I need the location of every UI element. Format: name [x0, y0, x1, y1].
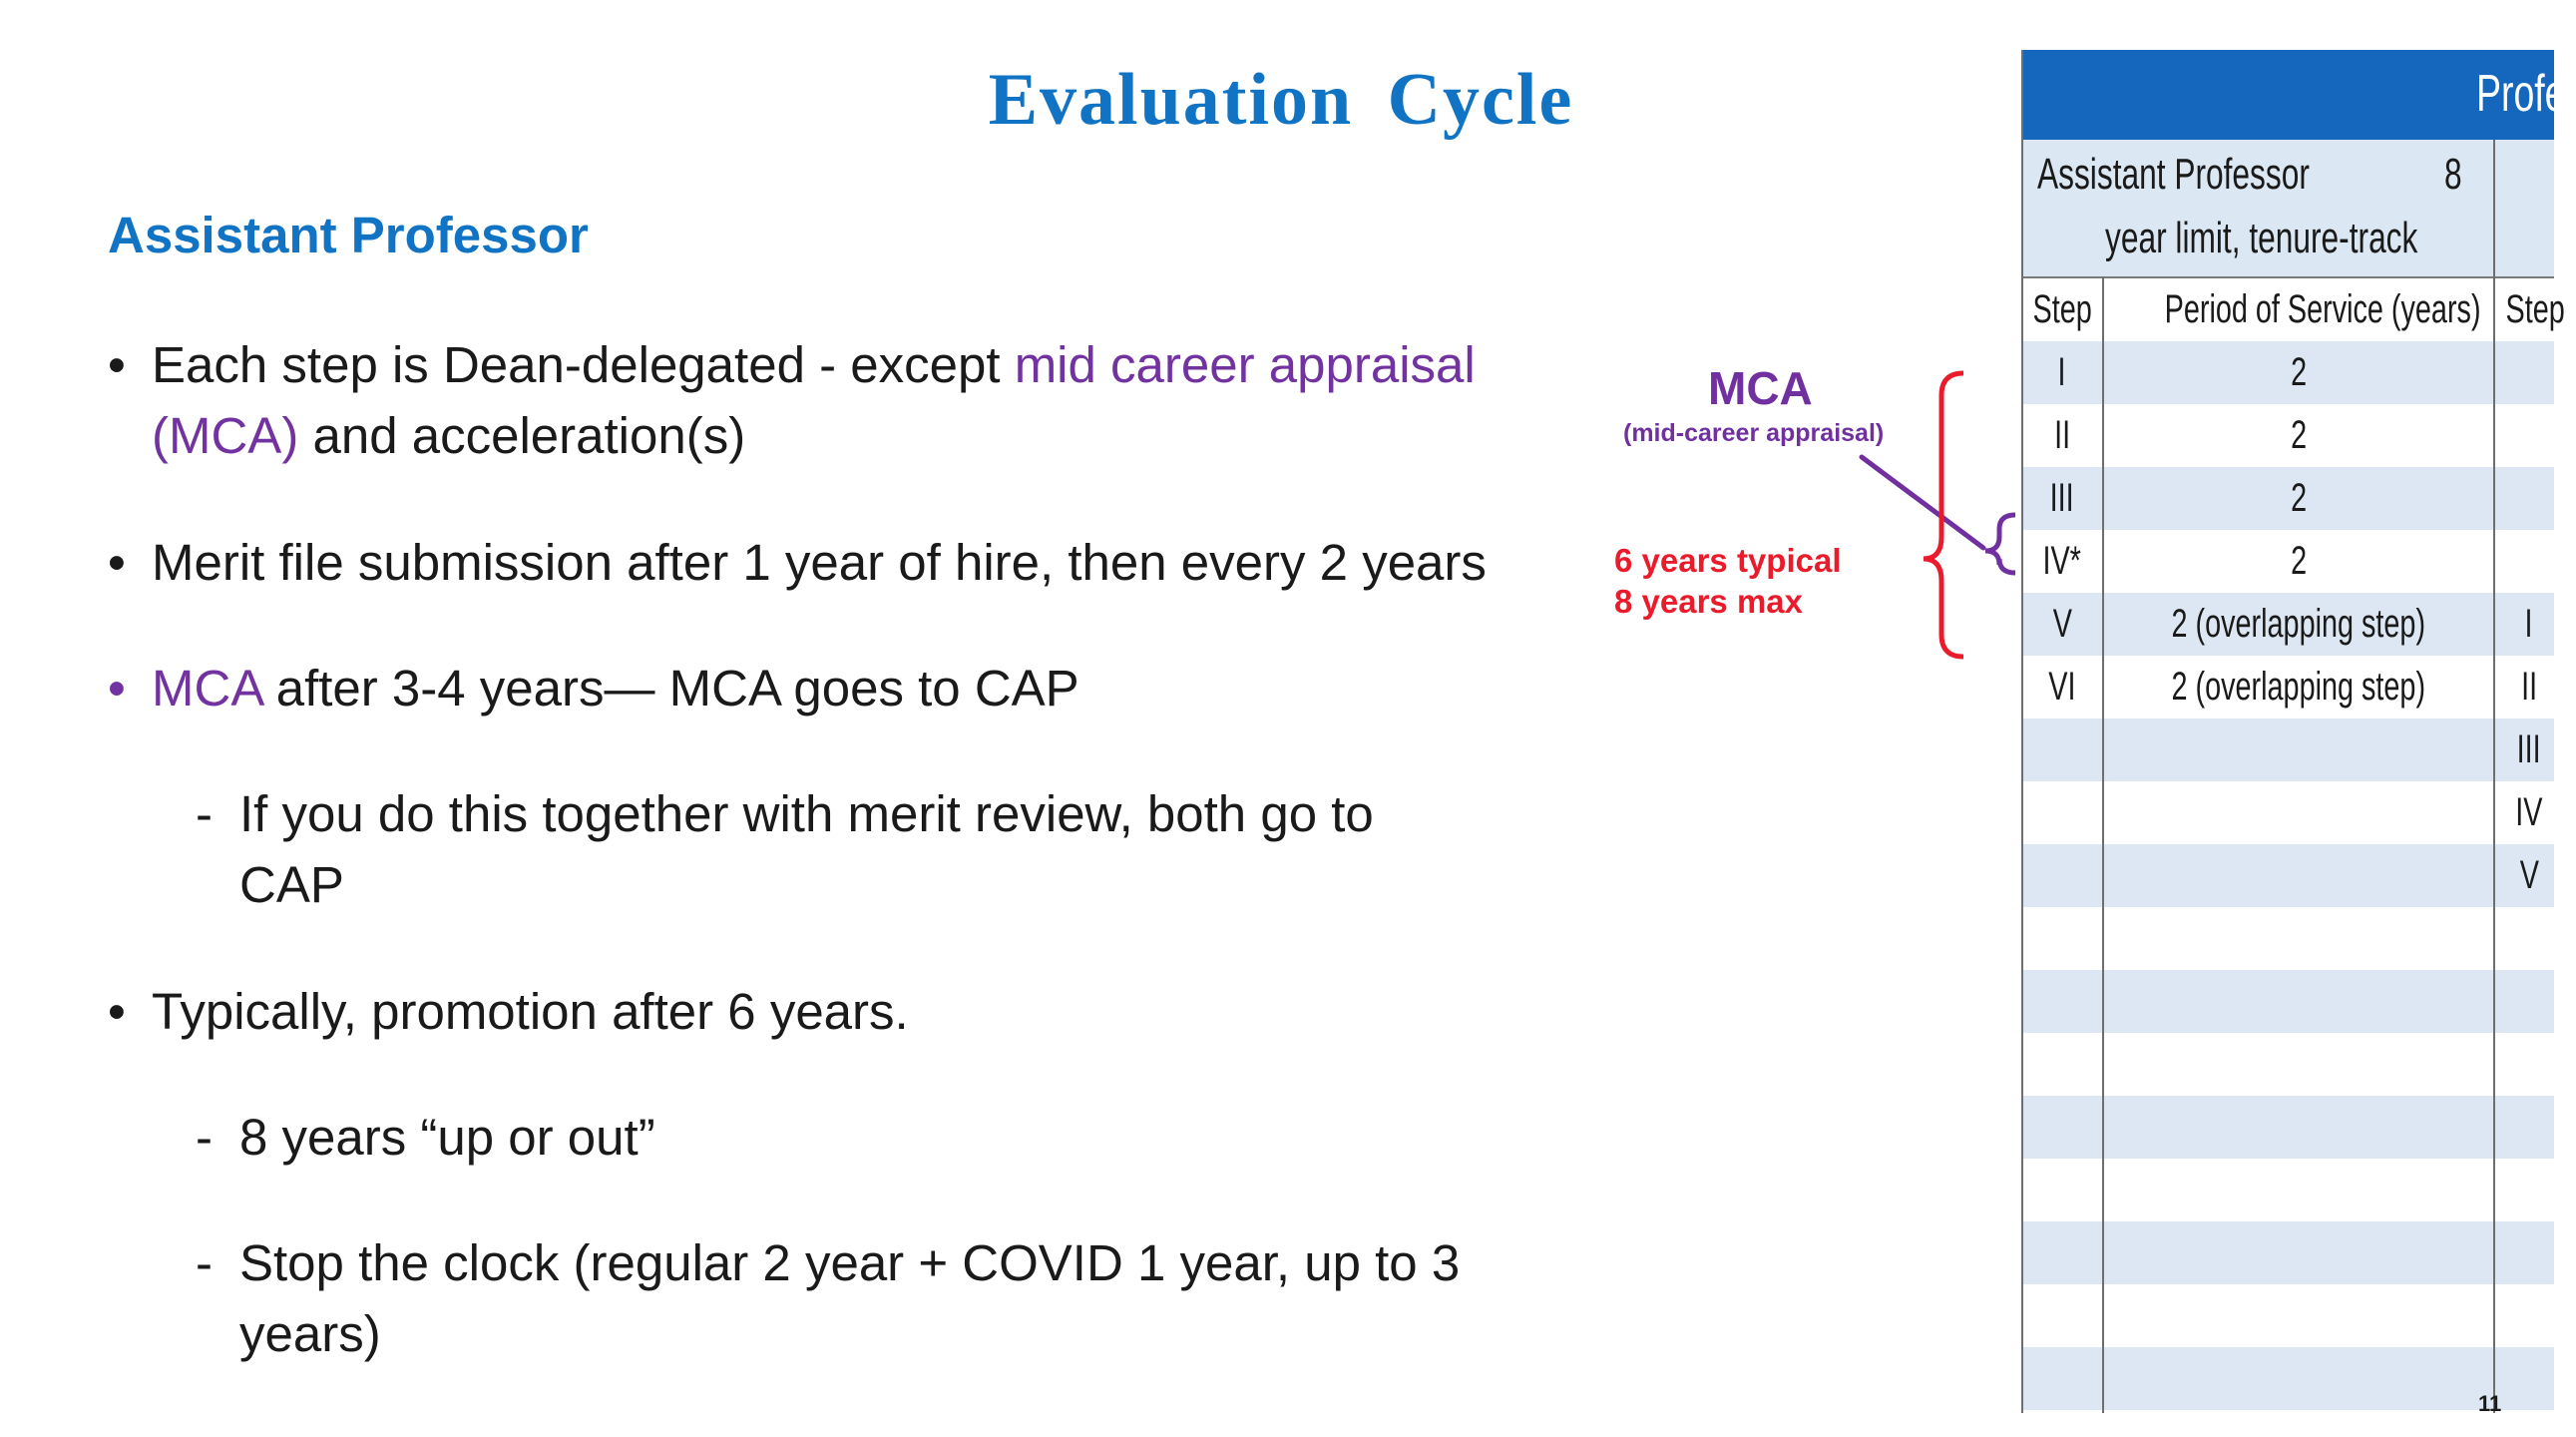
- red-bracket-icon: [1924, 373, 1963, 657]
- table-cell: [2103, 1221, 2494, 1284]
- table-cell: [2494, 467, 2564, 530]
- table-year-limit-number: 8: [2444, 150, 2462, 199]
- table-cell: [2494, 1159, 2564, 1221]
- table-cell: [2494, 970, 2564, 1033]
- table-cell: [2021, 1284, 2103, 1347]
- table-cell: [2103, 970, 2494, 1033]
- max-years-note: 8 years max: [1614, 583, 1803, 620]
- table-col-divider: [2493, 140, 2495, 1413]
- table-rank-description: year limit, tenure-track: [2105, 214, 2418, 262]
- table-cell: [2021, 844, 2103, 907]
- table-left-border: [2021, 50, 2023, 1413]
- table-cell: II: [2520, 665, 2537, 709]
- table-cell: I: [2524, 602, 2534, 646]
- table-cell: [2103, 907, 2494, 970]
- table-cell: 2: [2290, 350, 2308, 394]
- page-number: 11: [2478, 1391, 2502, 1416]
- table-cell: [2103, 844, 2494, 907]
- table-cell: VI: [2048, 665, 2076, 709]
- purple-bracket-icon: [1985, 515, 2015, 573]
- table-cell: [2021, 718, 2103, 781]
- table-cell: [2494, 1096, 2564, 1159]
- table-cell: [2021, 1347, 2103, 1410]
- dash-icon: -: [196, 785, 213, 842]
- table-cell: 2 (overlapping step): [2171, 602, 2426, 646]
- table-cell: II: [2053, 413, 2070, 457]
- table-cell: [2021, 1159, 2103, 1221]
- slide-subtitle: Assistant Professor: [108, 207, 589, 263]
- mca-pointer-line: [1862, 457, 1983, 548]
- table-header-title: Profe: [2476, 65, 2566, 123]
- mca-full-label: (mid-career appraisal): [1623, 419, 1885, 447]
- dash-icon: -: [196, 1109, 213, 1166]
- table-cell: III: [2516, 727, 2542, 771]
- table-cell: V: [2519, 853, 2539, 897]
- table-cell: [2494, 1033, 2564, 1096]
- table-cell: [2021, 781, 2103, 844]
- table-cell: I: [2057, 350, 2067, 394]
- bullet-icon: •: [108, 534, 126, 591]
- table-cell: IV*: [2042, 539, 2082, 583]
- table-cell: 2: [2290, 539, 2308, 583]
- table-cell: [2494, 907, 2564, 970]
- mca-label: MCA: [1708, 362, 1813, 414]
- dash-icon: -: [196, 1234, 213, 1291]
- table-cell: [2021, 970, 2103, 1033]
- table-cell: [2494, 341, 2564, 404]
- bullet-icon: •: [108, 336, 126, 393]
- table-cell: IV: [2515, 790, 2543, 834]
- table-rank-label: Assistant Professor: [2037, 150, 2310, 199]
- table-column-headers: Step Period of Service (years) Step: [2021, 276, 2554, 343]
- table-cell: [2494, 1284, 2564, 1347]
- table-cell: V: [2052, 602, 2072, 646]
- typical-years-note: 6 years typical: [1614, 542, 1842, 579]
- table-cell: 2 (overlapping step): [2171, 665, 2426, 709]
- table-cell: [2494, 530, 2564, 593]
- table-cell: [2021, 1221, 2103, 1284]
- table-cell: [2494, 1221, 2564, 1284]
- slide-title: Evaluation Cycle: [988, 59, 1574, 141]
- bullet-icon: •: [108, 660, 126, 717]
- table-cell: [2494, 1347, 2564, 1410]
- table-cell: [2021, 907, 2103, 970]
- table-cell: 2: [2290, 476, 2308, 520]
- mca-highlight: mid career appraisal: [1014, 336, 1476, 393]
- table-cell: [2103, 1033, 2494, 1096]
- table-header-bar: [2021, 50, 2554, 140]
- table-cell: [2103, 1096, 2494, 1159]
- table-cell: [2103, 1159, 2494, 1221]
- table-cell: III: [2049, 476, 2075, 520]
- table-cell: [2494, 404, 2564, 467]
- table-cell: [2021, 1096, 2103, 1159]
- table-cell: [2103, 1284, 2494, 1347]
- table-cell: 2: [2290, 413, 2308, 457]
- step-table: [2021, 50, 2566, 1413]
- table-cell: [2103, 1347, 2494, 1410]
- table-cell: [2103, 781, 2494, 844]
- table-cell: [2103, 718, 2494, 781]
- bullet-icon: •: [108, 983, 126, 1040]
- table-col-divider: [2102, 276, 2104, 1413]
- table-cell: [2021, 1033, 2103, 1096]
